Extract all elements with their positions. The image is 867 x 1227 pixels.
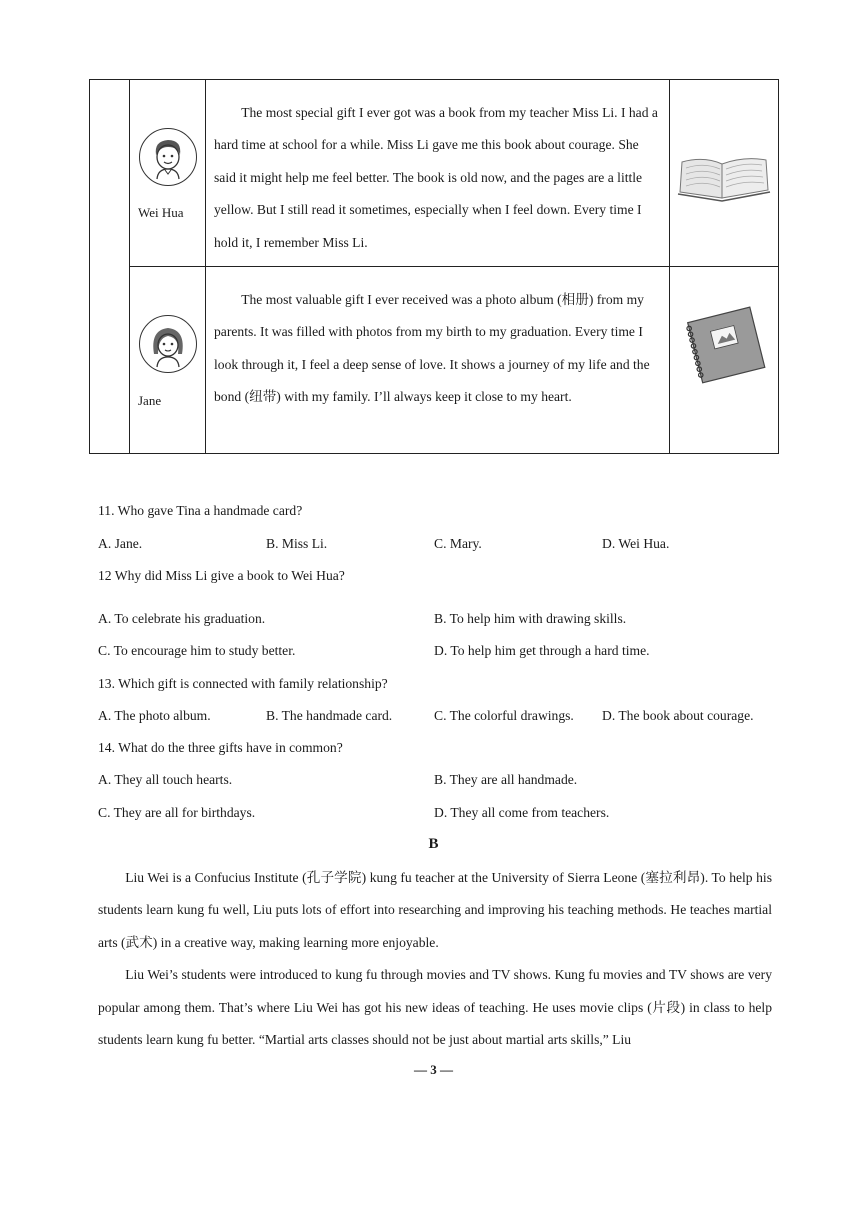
page-number: — 3 — [414,1062,453,1077]
question-11-option-b: B. Miss Li. [266,536,328,551]
question-12-option-b: B. To help him with drawing skills. [434,611,627,626]
question-14-stem: 14. What do the three gifts have in common? [98,740,343,755]
section-heading: B [428,836,439,852]
question-12-stem: 12 Why did Miss Li give a book to Wei Hua? [98,568,345,583]
question-13-option-a: A. The photo album. [98,708,211,723]
question-11-option-a: A. Jane. [98,536,143,551]
question-12-option-d: D. To help him get through a hard time. [434,643,650,658]
photo-album-icon [680,298,772,395]
person-name: Wei Hua [138,205,184,220]
gift-description [214,284,662,414]
gift-description-text: The most special gift I ever got was a book from my teacher Miss Li. I had a hard time at school for a while. Miss Li gave me this book about courage. She said it might help me feel better. The book is old now, and the pages are a little yellow. But I still read it sometimes, especially when I feel down. Every time I hold it, I remember Miss Li. [214,105,658,250]
person-cell-wei-hua [130,128,206,186]
question-11-option-c: C. Mary. [434,536,482,551]
profiles-table [89,79,779,454]
question-13-option-d: D. The book about courage. [602,708,754,723]
section-b-body [98,862,772,1056]
question-14-option-b: B. They are all handmade. [434,772,578,787]
question-13-stem: 13. Which gift is connected with family relationship? [98,676,388,691]
section-b-paragraph: Liu Wei’s students were introduced to kung fu through movies and TV shows. Kung fu movies and TV shows are very popular among them. That’s where Liu Wei has got his new ideas of teaching. He uses movie clips (片段) in class to help students learn kung fu better. “Martial arts classes should not be just about martial arts skills,” Liu [98,967,772,1048]
question-11-stem: 11. Who gave Tina a handmade card? [98,503,303,518]
question-12-option-c: C. To encourage him to study better. [98,643,296,658]
question-12-option-a: A. To celebrate his graduation. [98,611,266,626]
question-14-option-c: C. They are all for birthdays. [98,805,256,820]
question-13-option-b: B. The handmade card. [266,708,393,723]
question-11-option-d: D. Wei Hua. [602,536,670,551]
person-name: Jane [138,393,162,408]
girl-avatar-icon [139,315,197,373]
gift-description-text: The most valuable gift I ever received was a photo album (相册) from my parents. It was filled with photos from my birth to my graduation. Every time I look through it, I feel a deep sense of love. It shows a journey of my life and the bond (纽带) with my family. I’ll always keep it close to my heart. [214,292,650,405]
question-13-option-c: C. The colorful drawings. [434,708,574,723]
question-14-option-a: A. They all touch hearts. [98,772,233,787]
person-cell-jane [130,315,206,373]
table-row-divider [130,266,778,267]
question-14-option-d: D. They all come from teachers. [434,805,610,820]
open-book-icon [676,146,772,211]
section-b-paragraph: Liu Wei is a Confucius Institute (孔子学院) kung fu teacher at the University of Sierra Leone (塞拉利昂). To help his students learn kung fu well, Liu puts lots of effort into researching and improving his teaching methods. He teaches martial arts (武术) in a creative way, making learning more enjoyable. [98,870,772,950]
boy-avatar-icon [139,128,197,186]
gift-description [214,97,662,259]
